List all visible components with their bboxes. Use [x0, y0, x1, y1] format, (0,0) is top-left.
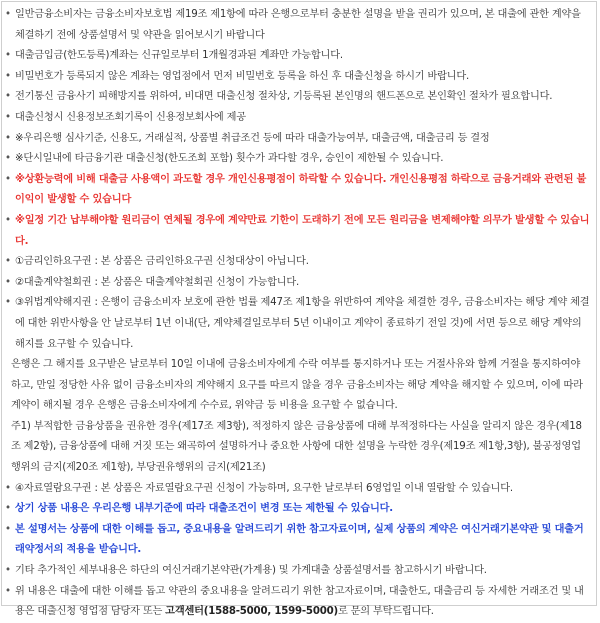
bullet-icon: • — [5, 50, 11, 62]
notice-item-overdue-warning — [5, 211, 590, 252]
notice-item-review-criteria — [5, 129, 590, 150]
notice-item-data-request-right — [5, 479, 590, 500]
notice-text: ④자료열람요구권 : 본 상품은 자료열람요구권 신청이 가능하며, 요구한 날로부터 6영업일 이내 열람할 수 있습니다. — [15, 482, 513, 494]
bullet-icon: • — [5, 9, 11, 20]
bullet-icon: • — [5, 111, 11, 123]
notice-text: 은행은 그 해지를 요구받은 날로부터 10일 이내에 금융소비자에게 수락 여부를 통지하거나 또는 거절사유와 함께 거절을 통지하여야 하고, 만일 정당한 사유 없이 금융소비자의 계약해지 요구를 따르지 않을 경우 금융소비자는 해당 계약을 해지할 수 있으며, 이에 따라 계약이 해지될 경우 은행은 금융소비자에게 수수료, 위약금 등 비용을 요구할 수 없습니다. — [11, 359, 583, 412]
notice-text: ※상환능력에 비해 대출금 사용액이 과도할 경우 개인신용평점이 하락할 수 있습니다. 개인신용평점 하락으로 금융거래와 관련된 불이익이 발생할 수 있습니다 — [15, 173, 587, 206]
notice-item-limit-account — [5, 46, 590, 67]
notice-text: ※우리은행 심사기준, 신용도, 거래실적, 상품별 취급조건 등에 따라 대출가능여부, 대출금액, 대출금리 등 결정 — [15, 132, 490, 144]
notice-text: 일반금융소비자는 금융소비자보호법 제19조 제1항에 따라 은행으로부터 충분한 설명을 받을 권리가 있으며, 본 대출에 관한 계약을 체결하기 전에 상품설명서 및 약관을 읽어보시기 바랍니다 — [15, 9, 581, 41]
bullet-icon: • — [5, 256, 11, 268]
notice-text: 비밀번호가 등록되지 않은 계좌는 영업점에서 먼저 비밀번호 등록을 하신 후 대출신청을 하시기 바랍니다. — [15, 70, 470, 82]
notice-text: ①금리인하요구권 : 본 상품은 금리인하요구권 신청대상이 아닙니다. — [15, 256, 309, 268]
bullet-icon: • — [5, 91, 11, 103]
notice-item-contact — [5, 582, 590, 623]
notice-text: 위 내용은 대출에 대한 이해를 돕고 약관의 중요내용을 알려드리기 위한 참고자료이며, 대출한도, 대출금리 등 자세한 거래조건 및 내용은 대출신청 영업점 담당자 또는 — [15, 585, 584, 618]
bullet-icon: • — [5, 153, 11, 165]
notice-item-phishing-prevention — [5, 87, 590, 108]
notice-item-see-terms — [5, 561, 590, 582]
notice-text: 전기통신 금융사기 피해방지를 위하여, 비대면 대출신청 절차상, 기등록된 본인명의 핸드폰으로 본인확인 절차가 필요합니다. — [15, 91, 553, 103]
notice-item-password-registration — [5, 67, 590, 88]
notice-item-rate-cut-right — [5, 252, 590, 273]
notice-text: ※일정 기간 납부해야할 원리금이 연체될 경우에 계약만료 기한이 도래하기 전에 모든 원리금을 변제해야할 의무가 발생할 수 있습니다. — [15, 214, 590, 247]
notice-text: ③위법계약해지권 : 은행이 금융소비자 보호에 관한 법률 제47조 제1항을 위반하여 계약을 체결한 경우, 금융소비자는 해당 계약 체결에 대한 위반사항을 안 날로부터 1년 이내(단, 계약체결일로부터 5년 이내이고 계약이 종료하기 전일 것)에 서면 등으로 해당 계약의 해지를 요구할 수 있습니다. — [15, 297, 590, 350]
bullet-icon: • — [5, 276, 11, 288]
notice-item-reference-only — [5, 520, 590, 561]
notice-item-withdrawal-right — [5, 273, 590, 294]
bullet-icon: • — [5, 173, 11, 185]
bullet-icon: • — [5, 523, 11, 535]
notice-item-inquiry-limit — [5, 149, 590, 170]
notice-text: 상기 상품 내용은 우리은행 내부기준에 따라 대출조건이 변경 또는 제한될 수 있습니다. — [15, 503, 393, 515]
notice-item-termination-right — [5, 293, 590, 355]
notice-text: ※단시일내에 타금융기관 대출신청(한도조회 포함) 횟수가 과다할 경우, 승인이 제한될 수 있습니다. — [15, 153, 444, 165]
bullet-icon: • — [5, 585, 11, 597]
notice-text: 본 설명서는 상품에 대한 이해를 돕고, 중요내용을 알려드리기 위한 참고자료이며, 실제 상품의 계약은 여신거래기본약관 및 대출거래약정서의 적용을 받습니다. — [15, 523, 584, 556]
notice-text-tail: 로 문의 부탁드립니다. — [337, 606, 434, 618]
bullet-icon: • — [5, 132, 11, 144]
notice-text: 대출금입금(한도등록)계좌는 신규일로부터 1개월경과된 계좌만 가능합니다. — [15, 50, 343, 62]
notice-text: 대출신청시 신용정보조회기록이 신용정보회사에 제공 — [15, 111, 246, 123]
notice-item-termination-note — [5, 417, 590, 479]
bullet-icon: • — [5, 214, 11, 226]
bullet-icon: • — [5, 297, 11, 309]
notice-item-conditions-change — [5, 499, 590, 520]
notice-text: ②대출계약철회권 : 본 상품은 대출계약철회권 신청이 가능합니다. — [15, 276, 300, 288]
notice-item-right-to-explanation — [5, 5, 590, 46]
notice-text: 주1) 부적합한 금융상품을 권유한 경우(제17조 제3항), 적정하지 않은 금융상품에 대해 부적정하다는 사실을 알리지 않은 경우(제18조 제2항), 금융상품에 대해 거짓 또는 왜곡하여 설명하거나 중요한 사항에 대한 설명을 누락한 경우(제19조 제1항,3항), 불공정영업행위의 금지(제20조 제1항), 부당권유행위의 금지(제21조) — [11, 420, 582, 474]
customer-center-contact: 고객센터(1588-5000, 1599-5000) — [165, 606, 338, 618]
loan-notice-box — [1, 1, 597, 618]
notice-text: 기타 추가적인 세부내용은 하단의 여신거래기본약관(가계용) 및 가계대출 상품설명서를 참고하시기 바랍니다. — [15, 565, 487, 577]
bullet-icon: • — [5, 565, 11, 577]
notice-item-termination-detail — [5, 355, 590, 417]
bullet-icon: • — [5, 503, 11, 515]
bullet-icon: • — [5, 70, 11, 82]
bullet-icon: • — [5, 482, 11, 494]
notice-item-credit-score-warning — [5, 170, 590, 211]
notice-item-credit-info-registration — [5, 108, 590, 129]
